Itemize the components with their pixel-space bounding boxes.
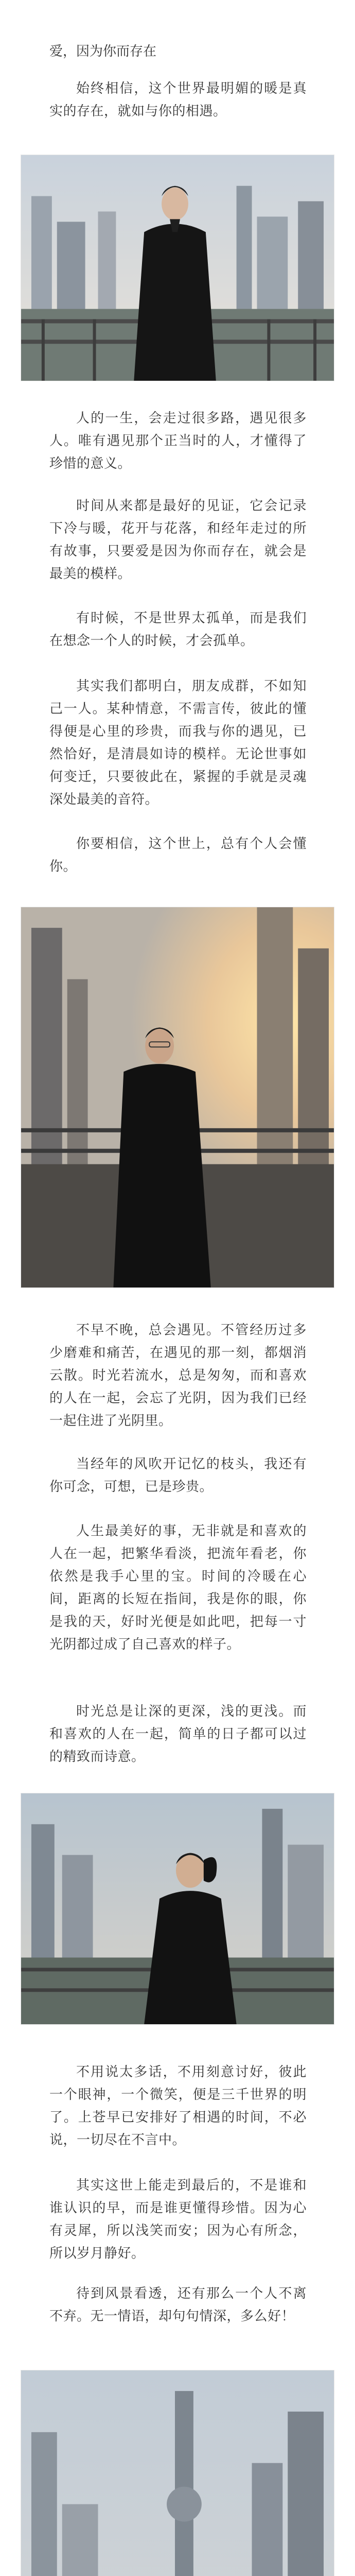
paragraph: 时光总是让深的更深，浅的更浅。而和喜欢的人在一起，简单的日子都可以过的精致而诗意。 bbox=[49, 1704, 307, 1765]
photo-3 bbox=[21, 1793, 334, 2025]
man-portrait-photo-icon bbox=[21, 907, 334, 1287]
paragraph: 有时候，不是世界太孤单，而是我们在想念一个人的时候，才会孤单。 bbox=[49, 611, 307, 649]
paragraph: 不早不晚，总会遇见。不管经历过多少磨难和痛苦，在遇见的那一刻，都烟消云散。时光若流水，总是匆匆，而和喜欢的人在一起，会忘了光阴，因为我们已经一起住进了光阴里。 bbox=[49, 1323, 307, 1429]
photo-2 bbox=[21, 907, 334, 1288]
photo-1 bbox=[21, 155, 334, 381]
paragraph: 待到风景看透，还有那么一个人不离不弃。无一情语，却句句情深，多么好！ bbox=[49, 2286, 307, 2324]
paragraph: 始终相信，这个世界最明媚的暖是真实的存在，就如与你的相遇。 bbox=[49, 81, 307, 119]
man-portrait-photo-icon bbox=[21, 2370, 334, 2576]
paragraph: 其实这世上能走到最后的，不是谁和谁认识的早，而是谁更懂得珍惜。因为心有灵犀，所以浅笑而安；因为心有所念，所以岁月静好。 bbox=[49, 2178, 307, 2261]
paragraph: 人的一生，会走过很多路，遇见很多人。唯有遇见那个正当时的人，才懂得了珍惜的意义。 bbox=[49, 411, 307, 471]
paragraph: 当经年的风吹开记忆的枝头，我还有你可念，可想，已是珍贵。 bbox=[49, 1456, 307, 1495]
paragraph: 人生最美好的事，无非就是和喜欢的人在一起，把繁华看淡，把流年看老，你依然是我手心里的宝。时间的冷暖在心间，距离的长短在指间，我是你的眼，你是我的天，好时光便是如此吧，把每一寸光阴都过成了自己喜欢的样子。 bbox=[49, 1523, 307, 1652]
paragraph: 不用说太多话，不用刻意讨好，彼此一个眼神，一个微笑，便是三千世界的明了。上苍早已安排好了相遇的时间，不必说，一切尽在不言中。 bbox=[49, 2064, 307, 2148]
photo-4 bbox=[21, 2370, 334, 2576]
paragraph: 其实我们都明白，朋友成群，不如知己一人。某种情意，不需言传，彼此的懂得便是心里的珍贵，而我与你的遇见，已然恰好，是清晨如诗的模样。无论世事如何变迁，只要彼此在，紧握的手就是灵魂深处最美的音符。 bbox=[49, 679, 307, 807]
paragraph: 你要相信，这个世上，总有个人会懂你。 bbox=[49, 836, 307, 874]
man-portrait-photo-icon bbox=[21, 155, 334, 381]
article-title: 爱，因为你而存在 bbox=[49, 44, 157, 59]
paragraph: 时间从来都是最好的见证，它会记录下冷与暖，花开与花落，和经年走过的所有故事，只要爱是因为你而存在，就会是最美的模样。 bbox=[49, 498, 307, 582]
man-portrait-photo-icon bbox=[21, 1793, 334, 2024]
